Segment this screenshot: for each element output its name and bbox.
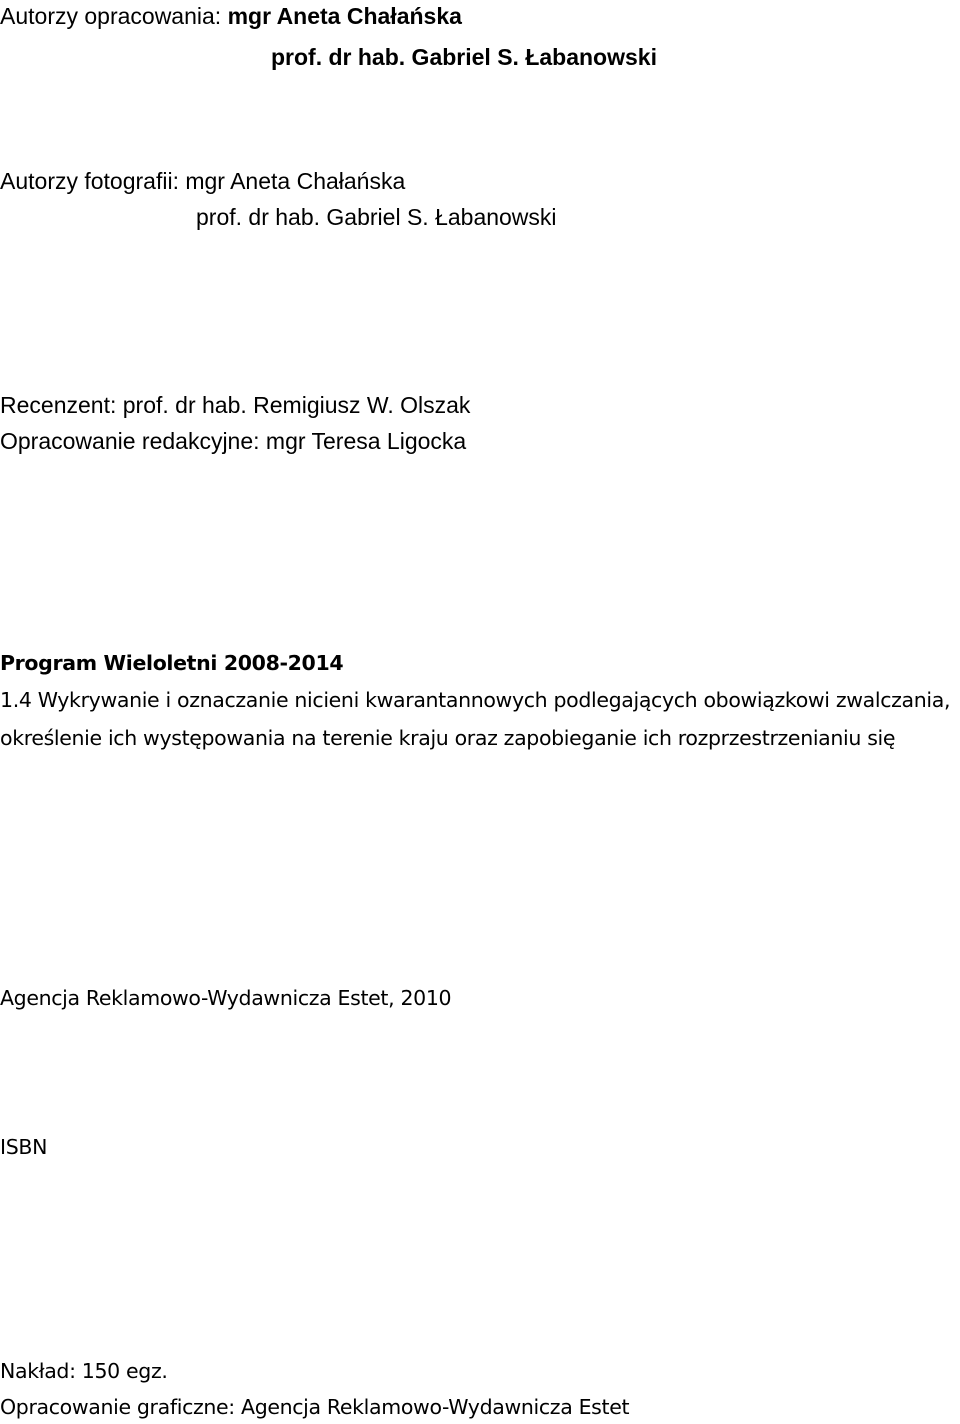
- publisher-line: Agencja Reklamowo-Wydawnicza Estet, 2010: [0, 986, 452, 1010]
- photo-authors-line-2: prof. dr hab. Gabriel S. Łabanowski: [196, 204, 557, 230]
- program-task-line-2: określenie ich występowania na terenie kraju oraz zapobieganie ich rozprzestrzenianiu się: [0, 726, 896, 750]
- authors-label: Autorzy opracowania:: [0, 3, 228, 29]
- isbn-line: ISBN: [0, 1135, 48, 1159]
- program-title: Program Wieloletni 2008-2014: [0, 651, 344, 675]
- reviewer-line: Recenzent: prof. dr hab. Remigiusz W. Olszak: [0, 392, 471, 418]
- photo-authors-line-1: Autorzy fotografii: mgr Aneta Chałańska: [0, 168, 406, 194]
- authors-line: [0, 5, 462, 28]
- graphic-design-line: Opracowanie graficzne: Agencja Reklamowo-Wydawnicza Estet: [0, 1395, 630, 1419]
- author-name-2: prof. dr hab. Gabriel S. Łabanowski: [271, 44, 657, 70]
- program-task-line-1: 1.4 Wykrywanie i oznaczanie nicieni kwarantannowych podlegających obowiązkowi zwalczania,: [0, 688, 951, 712]
- editing-line: Opracowanie redakcyjne: mgr Teresa Ligocka: [0, 428, 467, 454]
- print-run-line: Nakład: 150 egz.: [0, 1359, 168, 1383]
- author-name-1: mgr Aneta Chałańska: [227, 3, 462, 29]
